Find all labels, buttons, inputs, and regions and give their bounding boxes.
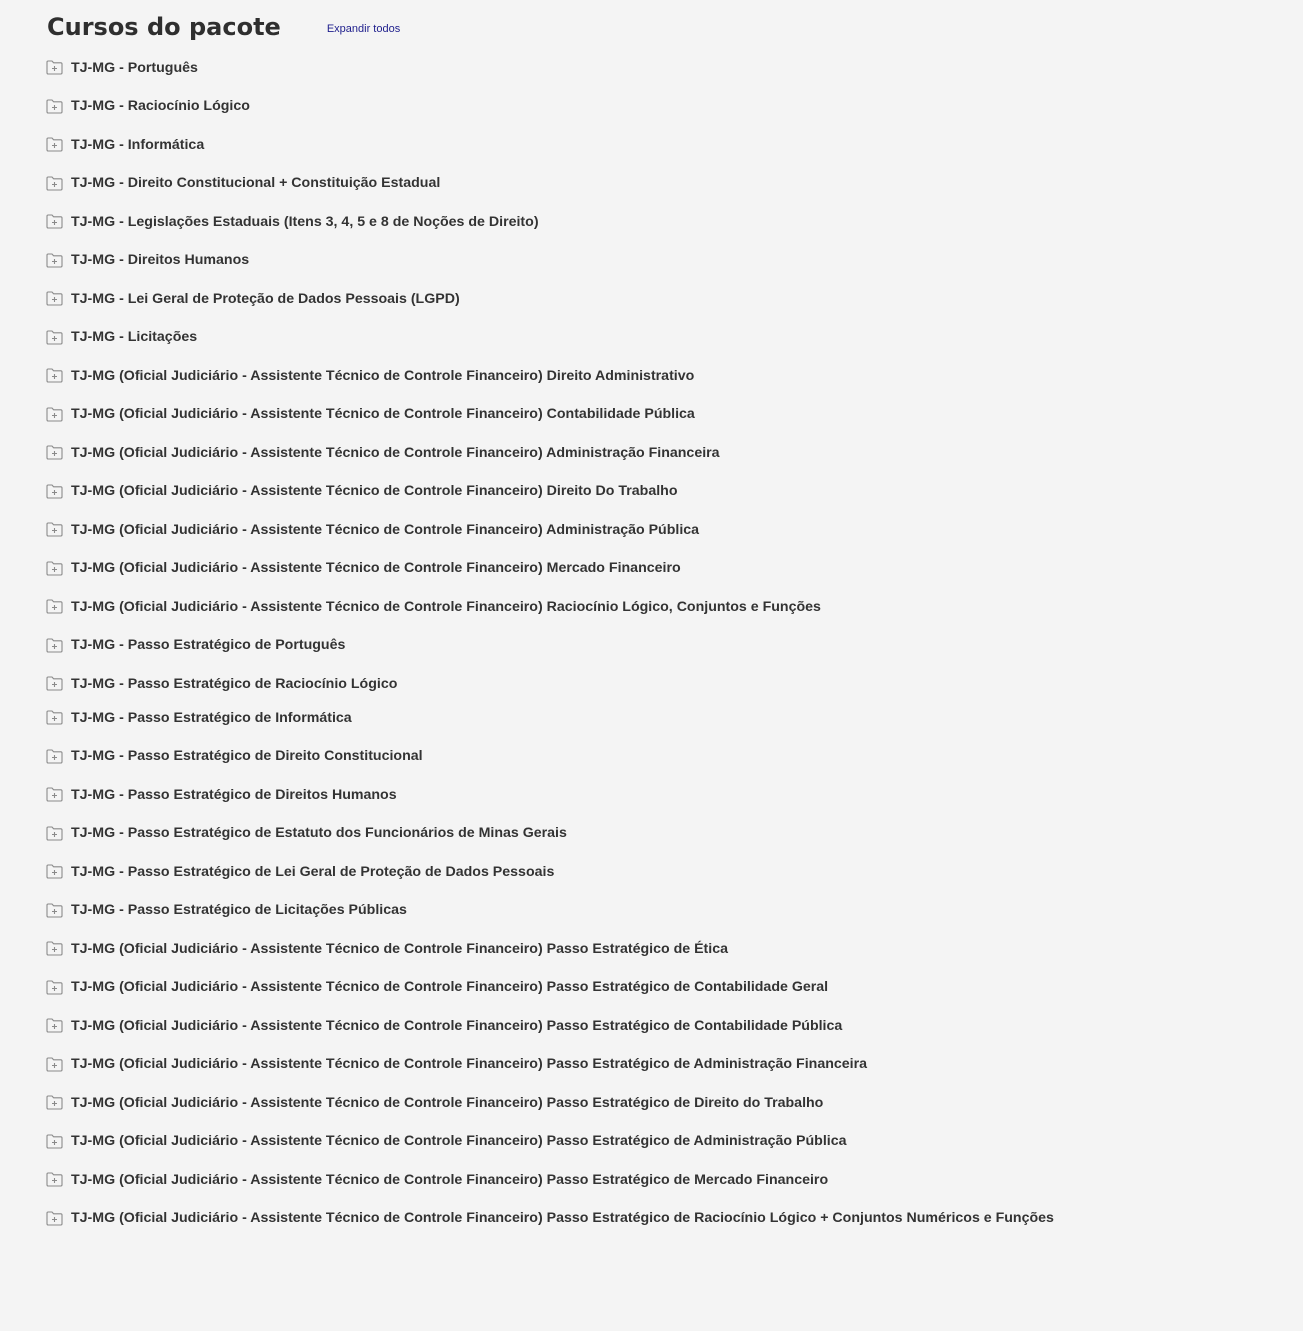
page-title: Cursos do pacote xyxy=(47,13,281,41)
course-label: TJ-MG (Oficial Judiciário - Assistente Técnico de Controle Financeiro) Raciocínio Lógico, Conjuntos e Funções xyxy=(71,598,821,615)
course-item-23[interactable] xyxy=(46,901,407,920)
folder-plus-icon xyxy=(46,137,63,152)
folder-plus-icon xyxy=(46,980,63,995)
course-label: TJ-MG - Passo Estratégico de Lei Geral de Proteção de Dados Pessoais xyxy=(71,863,555,880)
folder-plus-icon xyxy=(46,1172,63,1187)
course-label: TJ-MG (Oficial Judiciário - Assistente Técnico de Controle Financeiro) Passo Estratégico de Administração Pública xyxy=(71,1133,847,1149)
folder-plus-icon xyxy=(46,291,63,306)
course-label: TJ-MG - Raciocínio Lógico xyxy=(71,98,250,114)
folder-plus-icon xyxy=(46,710,63,725)
course-label: TJ-MG - Direito Constitucional + Constituição Estadual xyxy=(71,175,441,191)
folder-plus-icon xyxy=(46,903,63,918)
course-label: TJ-MG (Oficial Judiciário - Assistente Técnico de Controle Financeiro) Passo Estratégico de Mercado Financeiro xyxy=(71,1171,829,1188)
course-label: TJ-MG - Informática xyxy=(71,136,205,153)
folder-plus-icon xyxy=(46,1018,63,1033)
folder-plus-icon xyxy=(46,638,63,653)
folder-plus-icon xyxy=(46,60,63,75)
course-item-1[interactable] xyxy=(46,58,198,77)
folder-plus-icon xyxy=(46,787,63,802)
folder-plus-icon xyxy=(46,676,63,691)
course-label: TJ-MG (Oficial Judiciário - Assistente Técnico de Controle Financeiro) Direito Do Trabalho xyxy=(71,483,678,499)
course-item-13[interactable] xyxy=(46,520,699,539)
course-item-18[interactable] xyxy=(46,708,352,727)
course-item-26[interactable] xyxy=(46,1016,842,1035)
folder-plus-icon xyxy=(46,941,63,956)
course-label: TJ-MG (Oficial Judiciário - Assistente Técnico de Controle Financeiro) Direito Administrativo xyxy=(71,367,695,384)
course-label: TJ-MG (Oficial Judiciário - Assistente Técnico de Controle Financeiro) Passo Estratégico de Raciocínio Lógico + Conjuntos Numéricos e Funções xyxy=(71,1210,1054,1226)
course-item-11[interactable] xyxy=(46,443,720,462)
folder-plus-icon xyxy=(46,1095,63,1110)
course-item-9[interactable] xyxy=(46,366,694,385)
course-label: TJ-MG - Passo Estratégico de Estatuto dos Funcionários de Minas Gerais xyxy=(71,825,567,841)
course-label: TJ-MG - Direitos Humanos xyxy=(71,252,250,268)
folder-plus-icon xyxy=(46,407,63,422)
folder-plus-icon xyxy=(46,99,63,114)
course-item-17[interactable] xyxy=(46,674,397,693)
course-item-10[interactable] xyxy=(46,405,695,424)
folder-plus-icon xyxy=(46,368,63,383)
course-label: TJ-MG - Lei Geral de Proteção de Dados Pessoais (LGPD) xyxy=(71,290,460,307)
course-label: TJ-MG - Passo Estratégico de Direito Constitucional xyxy=(71,748,423,764)
course-item-24[interactable] xyxy=(46,939,728,958)
course-label: TJ-MG (Oficial Judiciário - Assistente Técnico de Controle Financeiro) Contabilidade Pública xyxy=(71,406,695,422)
course-item-2[interactable] xyxy=(46,97,250,116)
folder-plus-icon xyxy=(46,1134,63,1149)
course-label: TJ-MG - Passo Estratégico de Português xyxy=(71,637,346,653)
folder-plus-icon xyxy=(46,522,63,537)
folder-plus-icon xyxy=(46,826,63,841)
course-item-21[interactable] xyxy=(46,824,567,843)
course-label: TJ-MG (Oficial Judiciário - Assistente Técnico de Controle Financeiro) Passo Estratégico de Administração Financeira xyxy=(71,1056,868,1072)
header xyxy=(47,10,400,44)
course-item-20[interactable] xyxy=(46,785,397,804)
folder-plus-icon xyxy=(46,176,63,191)
course-item-12[interactable] xyxy=(46,482,677,501)
folder-plus-icon xyxy=(46,214,63,229)
course-label: TJ-MG - Passo Estratégico de Raciocínio Lógico xyxy=(71,675,398,692)
folder-plus-icon xyxy=(46,1211,63,1226)
folder-plus-icon xyxy=(46,253,63,268)
course-label: TJ-MG (Oficial Judiciário - Assistente Técnico de Controle Financeiro) Administração Financeira xyxy=(71,444,720,461)
expand-all-button[interactable]: Expandir todos xyxy=(326,22,401,35)
folder-plus-icon xyxy=(46,1057,63,1072)
course-item-6[interactable] xyxy=(46,251,249,270)
course-label: TJ-MG (Oficial Judiciário - Assistente Técnico de Controle Financeiro) Administração Pública xyxy=(71,521,700,538)
course-item-22[interactable] xyxy=(46,862,554,881)
course-label: TJ-MG (Oficial Judiciário - Assistente Técnico de Controle Financeiro) Passo Estratégico de Contabilidade Pública xyxy=(71,1017,843,1034)
course-label: TJ-MG (Oficial Judiciário - Assistente Técnico de Controle Financeiro) Passo Estratégico de Direito do Trabalho xyxy=(71,1094,824,1111)
course-item-16[interactable] xyxy=(46,636,345,655)
course-item-15[interactable] xyxy=(46,597,821,616)
course-label: TJ-MG - Licitações xyxy=(71,329,198,345)
course-label: TJ-MG - Passo Estratégico de Licitações Públicas xyxy=(71,902,407,918)
course-item-30[interactable] xyxy=(46,1170,828,1189)
course-item-29[interactable] xyxy=(46,1132,847,1151)
course-label: TJ-MG - Português xyxy=(71,59,198,76)
folder-plus-icon xyxy=(46,561,63,576)
course-item-14[interactable] xyxy=(46,559,681,578)
course-item-7[interactable] xyxy=(46,289,460,308)
course-label: TJ-MG - Legislações Estaduais (Itens 3, 4, 5 e 8 de Noções de Direito) xyxy=(71,213,539,230)
folder-plus-icon xyxy=(46,864,63,879)
folder-plus-icon xyxy=(46,749,63,764)
course-item-3[interactable] xyxy=(46,135,204,154)
course-item-31[interactable] xyxy=(46,1209,1054,1228)
folder-plus-icon xyxy=(46,484,63,499)
folder-plus-icon xyxy=(46,330,63,345)
folder-plus-icon xyxy=(46,599,63,614)
course-label: TJ-MG (Oficial Judiciário - Assistente Técnico de Controle Financeiro) Passo Estratégico de Ética xyxy=(71,940,728,957)
course-item-5[interactable] xyxy=(46,212,539,231)
course-label: TJ-MG - Passo Estratégico de Informática xyxy=(71,709,352,726)
course-label: TJ-MG (Oficial Judiciário - Assistente Técnico de Controle Financeiro) Passo Estratégico de Contabilidade Geral xyxy=(71,979,829,995)
course-item-8[interactable] xyxy=(46,328,197,347)
course-label: TJ-MG - Passo Estratégico de Direitos Humanos xyxy=(71,786,397,803)
course-item-28[interactable] xyxy=(46,1093,823,1112)
course-item-27[interactable] xyxy=(46,1055,867,1074)
folder-plus-icon xyxy=(46,445,63,460)
course-label: TJ-MG (Oficial Judiciário - Assistente Técnico de Controle Financeiro) Mercado Financeiro xyxy=(71,560,681,576)
course-item-25[interactable] xyxy=(46,978,828,997)
course-item-4[interactable] xyxy=(46,174,440,193)
course-item-19[interactable] xyxy=(46,747,423,766)
